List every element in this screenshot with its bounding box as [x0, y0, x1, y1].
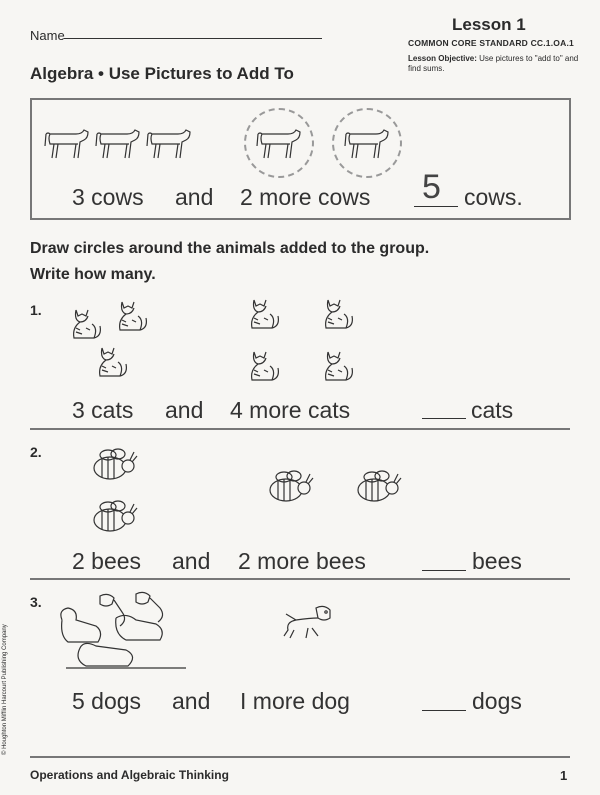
problem-and: and — [172, 688, 211, 714]
name-label: Name — [30, 28, 65, 43]
cat-icon — [92, 344, 132, 380]
example-answer-line — [414, 206, 458, 207]
dog-group-icon — [56, 590, 188, 672]
problem-unit: bees — [472, 548, 522, 574]
page-number: 1 — [560, 768, 568, 783]
problem-unit: cats — [471, 397, 514, 423]
objective-text: Use pictures to "add to" and find sums. — [408, 54, 579, 73]
problem-part1: 3 cats — [72, 397, 134, 423]
example-and: and — [175, 184, 214, 210]
objective-label: Lesson Objective: — [408, 54, 477, 63]
problem-part2: 2 more bees — [238, 548, 366, 574]
bee-icon — [264, 468, 314, 504]
cow-icon — [93, 124, 141, 164]
page-subtitle: Algebra • Use Pictures to Add To — [30, 64, 294, 83]
example-unit: cows. — [464, 184, 523, 210]
answer-write-line[interactable] — [422, 418, 466, 419]
problem-number: 2. — [30, 444, 42, 460]
problem-part1: 2 bees — [72, 548, 142, 574]
lesson-title: Lesson 1 — [452, 15, 526, 34]
cat-icon — [66, 306, 106, 342]
problem-unit: dogs — [472, 688, 522, 714]
lesson-objective — [408, 54, 584, 74]
copyright: © Houghton Mifflin Harcourt Publishing Company — [2, 624, 8, 755]
problem-number: 1. — [30, 302, 42, 318]
cow-icon — [144, 124, 192, 164]
cat-icon — [318, 348, 358, 384]
example-part1: 3 cows — [72, 184, 144, 210]
divider — [30, 756, 570, 758]
example-part2: 2 more cows — [240, 184, 371, 210]
problem-and: and — [172, 548, 211, 574]
answer-write-line[interactable] — [422, 570, 466, 571]
bee-icon — [88, 498, 138, 534]
common-core-standard: COMMON CORE STANDARD CC.1.OA.1 — [408, 38, 574, 48]
cat-icon — [112, 298, 152, 334]
name-write-line[interactable] — [64, 38, 322, 39]
divider — [30, 428, 570, 430]
problem-and: and — [165, 397, 204, 423]
instructions: Draw circles around the animals added to the group. Write how many. — [30, 240, 430, 283]
example-answer: 5 — [422, 168, 441, 206]
footer-section: Operations and Algebraic Thinking — [30, 768, 229, 782]
problem-part2: I more dog — [240, 688, 350, 714]
bee-icon — [352, 468, 402, 504]
cat-icon — [318, 296, 358, 332]
cow-icon — [42, 124, 90, 164]
bee-icon — [88, 446, 138, 482]
divider — [30, 578, 570, 580]
problem-part2: 4 more cats — [230, 397, 351, 423]
dog-icon — [282, 604, 334, 640]
problem-part1: 5 dogs — [72, 688, 142, 714]
cow-icon — [342, 124, 390, 164]
cow-icon — [254, 124, 302, 164]
answer-write-line[interactable] — [422, 710, 466, 711]
cat-icon — [244, 348, 284, 384]
problem-number: 3. — [30, 594, 42, 610]
cat-icon — [244, 296, 284, 332]
